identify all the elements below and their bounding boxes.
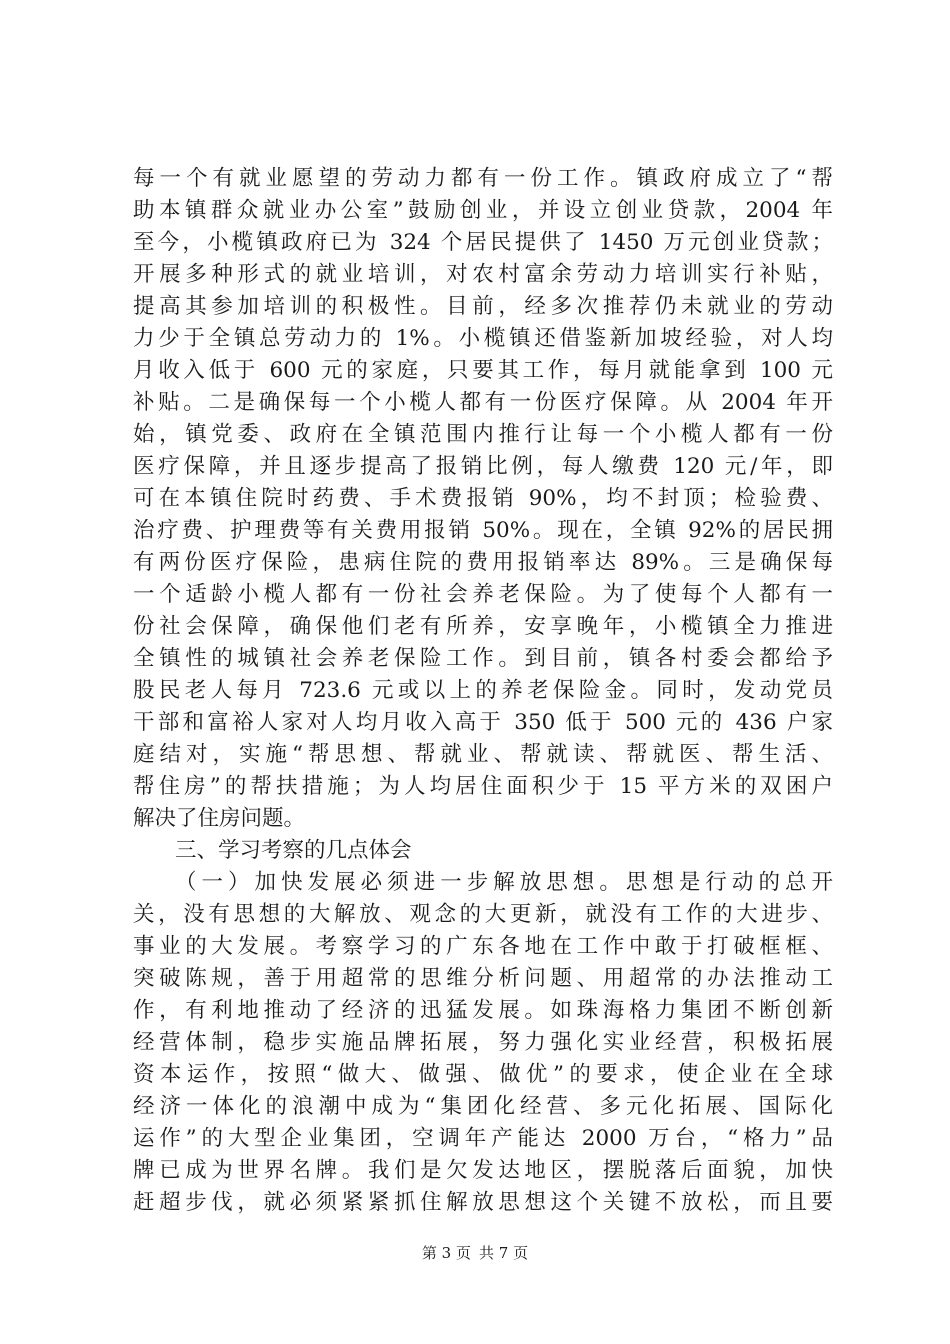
page-number: 第 3 页 bbox=[421, 1244, 471, 1262]
text-line: 牌已成为世界名牌。我们是欠发达地区，摆脱落后面貌，加快 bbox=[133, 1158, 833, 1183]
text-line: 治疗费、护理费等有关费用报销 50%。现在，全镇 92%的居民拥 bbox=[133, 518, 833, 543]
section-heading: 三、学习考察的几点体会 bbox=[175, 838, 412, 863]
text-line: 关，没有思想的大解放、观念的大更新，就没有工作的大进步、 bbox=[133, 902, 833, 927]
text-line: 力少于全镇总劳动力的 1%。小榄镇还借鉴新加坡经验，对人均 bbox=[133, 326, 833, 351]
text-line: 全镇性的城镇社会养老保险工作。到目前，镇各村委会都给予 bbox=[133, 646, 833, 671]
text-line: 经营体制，稳步实施品牌拓展，努力强化实业经营，积极拓展 bbox=[133, 1030, 833, 1055]
text-line: 有两份医疗保险，患病住院的费用报销率达 89%。三是确保每 bbox=[133, 550, 833, 575]
text-line: 事业的大发展。考察学习的广东各地在工作中敢于打破框框、 bbox=[133, 934, 833, 959]
page-total: 共 7 页 bbox=[479, 1244, 529, 1262]
text-line: 帮住房”的帮扶措施；为人均居住面积少于 15 平方米的双困户 bbox=[133, 774, 833, 799]
text-line: 解决了住房问题。 bbox=[133, 806, 306, 831]
text-line: 干部和富裕人家对人均月收入高于 350 低于 500 元的 436 户家 bbox=[133, 710, 833, 735]
text-line: 庭结对，实施“帮思想、帮就业、帮就读、帮就医、帮生活、 bbox=[133, 742, 833, 767]
text-line: 份社会保障，确保他们老有所养，安享晚年，小榄镇全力推进 bbox=[133, 614, 833, 639]
text-line: 提高其参加培训的积极性。目前，经多次推荐仍未就业的劳动 bbox=[133, 294, 833, 319]
body-text bbox=[133, 163, 833, 1219]
text-line: 助本镇群众就业办公室”鼓励创业，并设立创业贷款，2004 年 bbox=[133, 198, 833, 223]
text-line: 月收入低于 600 元的家庭，只要其工作，每月就能拿到 100 元 bbox=[133, 358, 833, 383]
text-line: 运作”的大型企业集团，空调年产能达 2000 万台，“格力”品 bbox=[133, 1126, 833, 1151]
text-line: 一个适龄小榄人都有一份社会养老保险。为了使每个人都有一 bbox=[133, 582, 833, 607]
text-line: 经济一体化的浪潮中成为“集团化经营、多元化拓展、国际化 bbox=[133, 1094, 833, 1119]
text-line: 突破陈规，善于用超常的思维分析问题、用超常的办法推动工 bbox=[133, 966, 833, 991]
text-line: 开展多种形式的就业培训，对农村富余劳动力培训实行补贴， bbox=[133, 262, 833, 287]
text-line: （一）加快发展必须进一步解放思想。思想是行动的总开 bbox=[175, 870, 833, 895]
text-line: 每一个有就业愿望的劳动力都有一份工作。镇政府成立了“帮 bbox=[133, 166, 833, 191]
text-line: 赶超步伐，就必须紧紧抓住解放思想这个关键不放松，而且要 bbox=[133, 1190, 833, 1215]
text-line: 资本运作，按照“做大、做强、做优”的要求，使企业在全球 bbox=[133, 1062, 833, 1087]
text-line: 补贴。二是确保每一个小榄人都有一份医疗保障。从 2004 年开 bbox=[133, 390, 833, 415]
page-footer bbox=[0, 1243, 950, 1263]
text-line: 作，有利地推动了经济的迅猛发展。如珠海格力集团不断创新 bbox=[133, 998, 833, 1023]
text-line: 医疗保障，并且逐步提高了报销比例，每人缴费 120 元/年，即 bbox=[133, 454, 833, 479]
text-line: 始，镇党委、政府在全镇范围内推行让每一个小榄人都有一份 bbox=[133, 422, 833, 447]
text-line: 可在本镇住院时药费、手术费报销 90%，均不封顶；检验费、 bbox=[133, 486, 833, 511]
text-line: 股民老人每月 723.6 元或以上的养老保险金。同时，发动党员 bbox=[133, 678, 833, 703]
text-line: 至今，小榄镇政府已为 324 个居民提供了 1450 万元创业贷款； bbox=[133, 230, 833, 255]
